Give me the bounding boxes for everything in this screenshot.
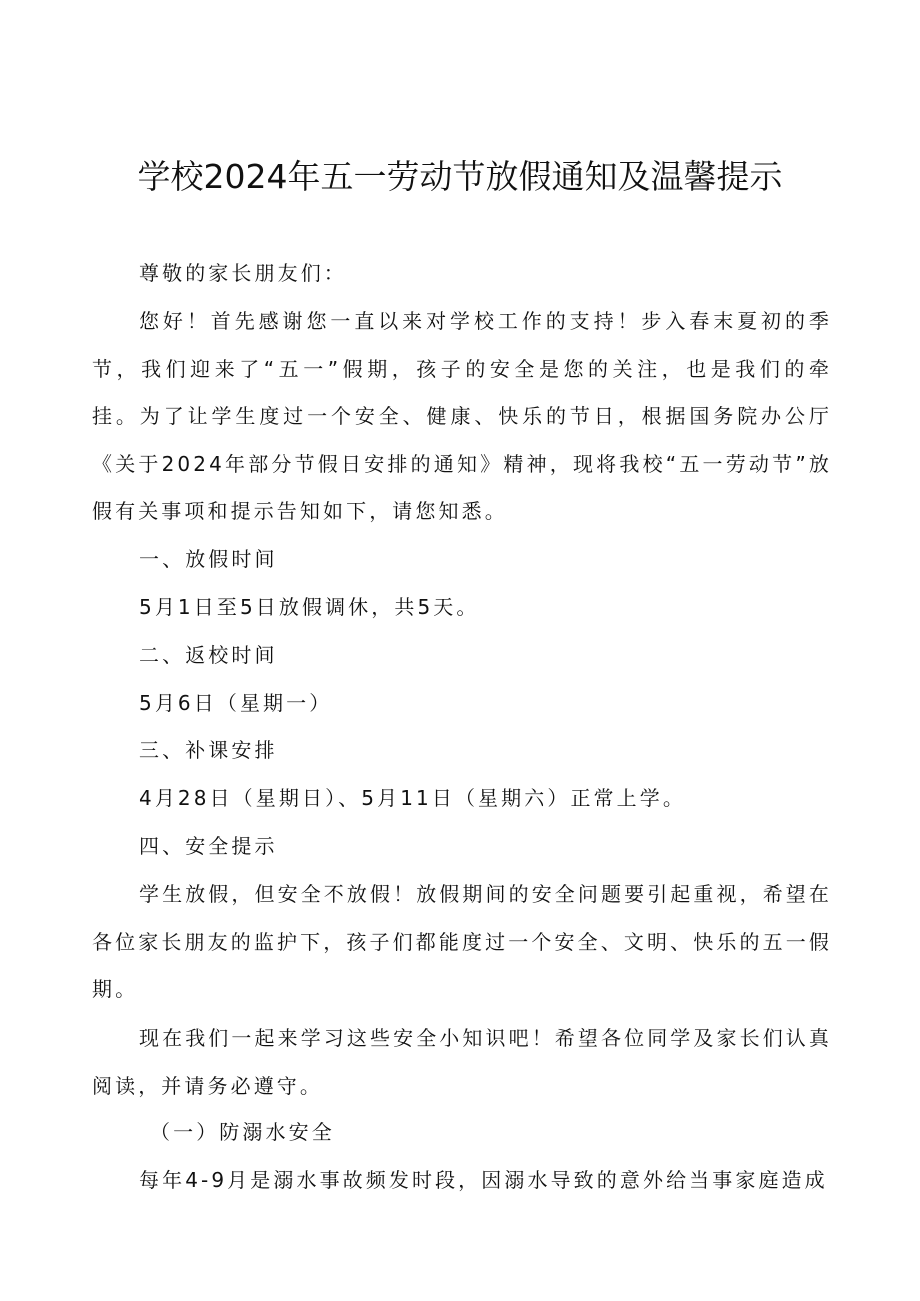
study-note-paragraph: 现在我们一起来学习这些安全小知识吧！希望各位同学及家长们认真阅读，并请务必遵守。: [92, 1026, 832, 1098]
section-heading-safety-tips: 四、安全提示: [139, 834, 278, 858]
section-heading-makeup-classes: 三、补课安排: [139, 738, 278, 762]
section-heading-holiday-time: 一、放假时间: [139, 547, 278, 571]
section-heading-return-time: 二、返校时间: [139, 643, 278, 667]
intro-paragraph: 您好！首先感谢您一直以来对学校工作的支持！步入春末夏初的季节，我们迎来了“五一”假期，孩子的安全是您的关注，也是我们的牵挂。为了让学生度过一个安全、健康、快乐的节日，根据国务院办公厅《关于2024年部分节假日安排的通知》精神，现将我校“五一劳动节”放假有关事项和提示告知如下，请您知悉。: [92, 309, 832, 523]
subsection-heading-drowning: （一）防溺水安全: [150, 1120, 335, 1144]
document-title: 学校2024年五一劳动节放假通知及温馨提示: [137, 157, 783, 196]
section-body-safety-tips: 学生放假，但安全不放假！放假期间的安全问题要引起重视，希望在各位家长朋友的监护下，孩子们都能度过一个安全、文明、快乐的五一假期。: [92, 882, 832, 1001]
section-body-return-time: 5月6日（星期一）: [139, 691, 333, 715]
subsection-body-drowning: 每年4-9月是溺水事故频发时段，因溺水导致的意外给当事家庭造成: [139, 1168, 828, 1192]
section-body-holiday-time: 5月1日至5日放假调休，共5天。: [139, 595, 480, 619]
salutation: 尊敬的家长朋友们：: [139, 261, 347, 285]
section-body-makeup-classes: 4月28日（星期日）、5月11日（星期六）正常上学。: [139, 786, 686, 810]
